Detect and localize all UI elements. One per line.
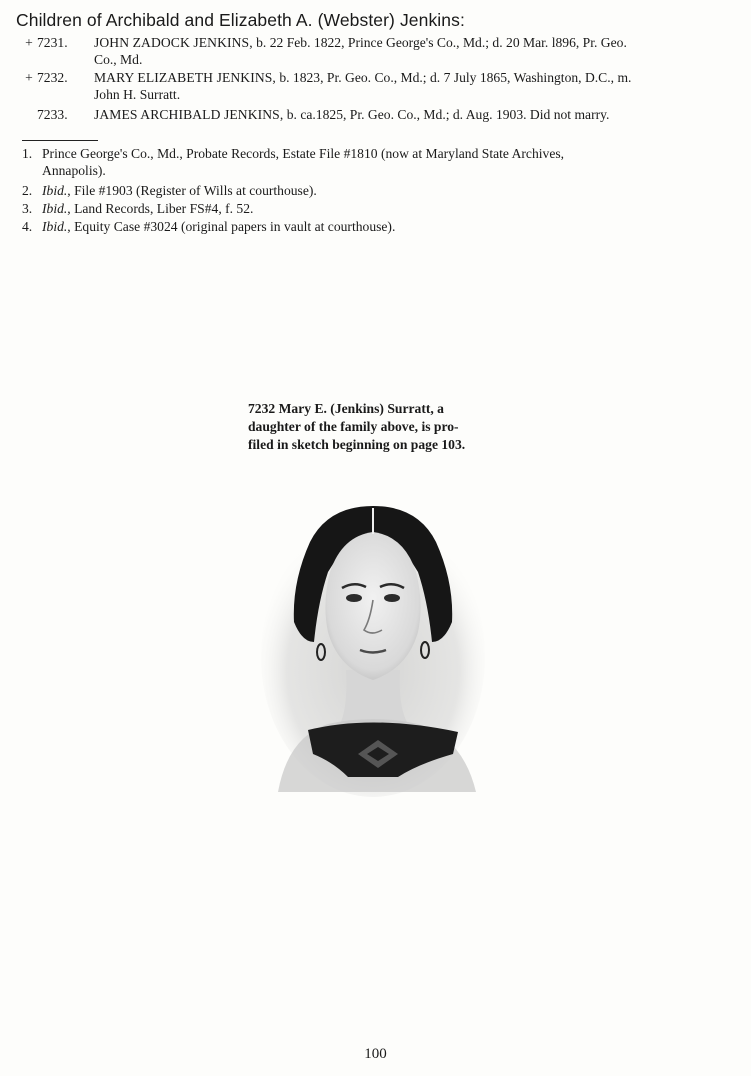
child-entry-7232	[22, 69, 742, 103]
caption-line: 7232 Mary E. (Jenkins) Surratt, a	[248, 401, 444, 416]
child-details: b. 1823, Pr. Geo. Co., Md.; d. 7 July 1865, Washington, D.C., m.	[279, 70, 632, 85]
entry-number: 7233.	[37, 107, 68, 122]
ibid-label: Ibid.	[42, 219, 68, 234]
portrait-photo	[258, 492, 488, 797]
page-number: 100	[364, 1046, 387, 1062]
caption-line: daughter of the family above, is pro-	[248, 419, 459, 434]
footnote-number: 3.	[22, 201, 33, 216]
footnote-text-cont: Annapolis).	[42, 163, 106, 178]
ibid-label: Ibid.	[42, 201, 68, 216]
footnote-3	[22, 200, 742, 217]
continued-marker: +	[25, 35, 33, 50]
footnote-number: 1.	[22, 146, 33, 161]
child-name: JAMES ARCHIBALD JENKINS,	[94, 107, 284, 122]
footnote-text: , Equity Case #3024 (original papers in vault at courthouse).	[67, 219, 396, 234]
footnote-text: , Land Records, Liber FS#4, f. 52.	[67, 201, 254, 216]
child-details: b. 22 Feb. 1822, Prince George's Co., Md.; d. 20 Mar. l896, Pr. Geo.	[256, 35, 627, 50]
section-heading: Children of Archibald and Elizabeth A. (Webster) Jenkins:	[16, 10, 465, 30]
ibid-label: Ibid.	[42, 183, 68, 198]
child-name: MARY ELIZABETH JENKINS,	[94, 70, 276, 85]
footnote-number: 4.	[22, 219, 33, 234]
caption-line: filed in sketch beginning on page 103.	[248, 437, 466, 452]
footnote-divider	[22, 140, 98, 141]
footnote-1	[22, 145, 742, 179]
footnote-2	[22, 182, 742, 199]
footnote-text: Prince George's Co., Md., Probate Records, Estate File #1810 (now at Maryland State Archives,	[42, 146, 565, 161]
entry-number: 7231.	[37, 35, 68, 50]
child-name: JOHN ZADOCK JENKINS,	[94, 35, 253, 50]
child-details: b. ca.1825, Pr. Geo. Co., Md.; d. Aug. 1903. Did not marry.	[286, 107, 610, 122]
left-eye	[346, 594, 362, 602]
photo-caption	[248, 400, 538, 454]
child-details-cont: Co., Md.	[94, 52, 143, 67]
footnote-number: 2.	[22, 183, 33, 198]
child-details-cont: John H. Surratt.	[94, 87, 181, 102]
entry-number: 7232.	[37, 70, 68, 85]
child-entry-7233	[22, 106, 742, 123]
footnote-4	[22, 218, 742, 235]
continued-marker: +	[25, 70, 33, 85]
child-entry-7231	[22, 34, 742, 68]
right-eye	[384, 594, 400, 602]
footnote-text: , File #1903 (Register of Wills at courthouse).	[67, 183, 317, 198]
